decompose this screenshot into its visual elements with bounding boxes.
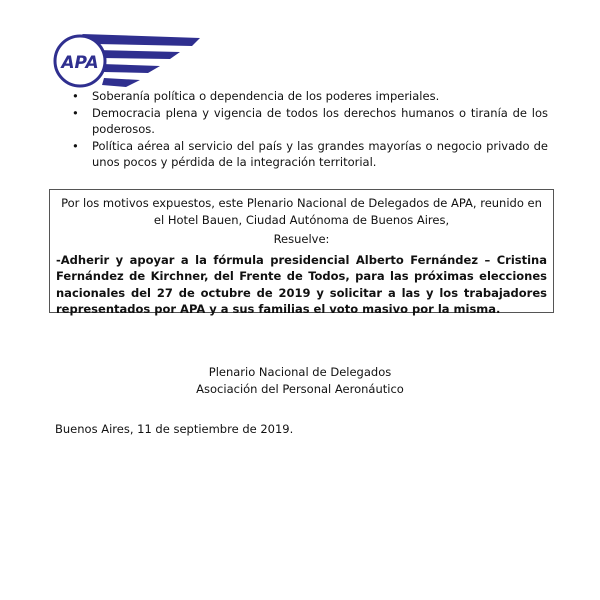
bullet-item [58, 105, 548, 138]
signature-line-1: Plenario Nacional de Delegados [208, 365, 392, 379]
resolution-intro: Por los motivos expuestos, este Plenario Nacional de Delegados de APA, reunido en el Hotel Bauen, Ciudad Autónoma de Buenos Aires, [61, 196, 542, 227]
bullet-icon: • [72, 89, 79, 103]
bullet-text: Política aérea al servicio del país y las grandes mayorías o negocio privado de unos pocos y pérdida de la integración territorial. [92, 138, 548, 169]
signature-line-2: Asociación del Personal Aeronáutico [196, 381, 404, 396]
logo-text: APA [61, 53, 99, 73]
bullet-item [58, 138, 548, 171]
bullet-list [58, 88, 548, 171]
bullet-item [58, 88, 548, 105]
bullet-icon: • [72, 105, 79, 120]
apa-logo [52, 28, 202, 94]
bullet-icon: • [72, 138, 79, 153]
signature-block [0, 364, 600, 397]
apa-wings-emblem [52, 28, 202, 94]
resolution-text: -Adherir y apoyar a la fórmula presidencial Alberto Fernández – Cristina Fernández de Kirchner, del Frente de Todos, para las próximas elecciones nacionales del 27 de octubre de 2019 y solicitar a las y los trabajadores representados por APA y a sus familias el voto masivo por la misma. [56, 252, 547, 316]
bullet-text: Soberanía política o dependencia de los poderes imperiales. [92, 89, 440, 103]
bullet-text: Democracia plena y vigencia de todos los derechos humanos o tiranía de los poderosos. [92, 105, 548, 136]
resolution-box [49, 189, 554, 316]
resuelve-heading: Resuelve: [273, 232, 330, 246]
document-date: Buenos Aires, 11 de septiembre de 2019. [55, 422, 294, 436]
